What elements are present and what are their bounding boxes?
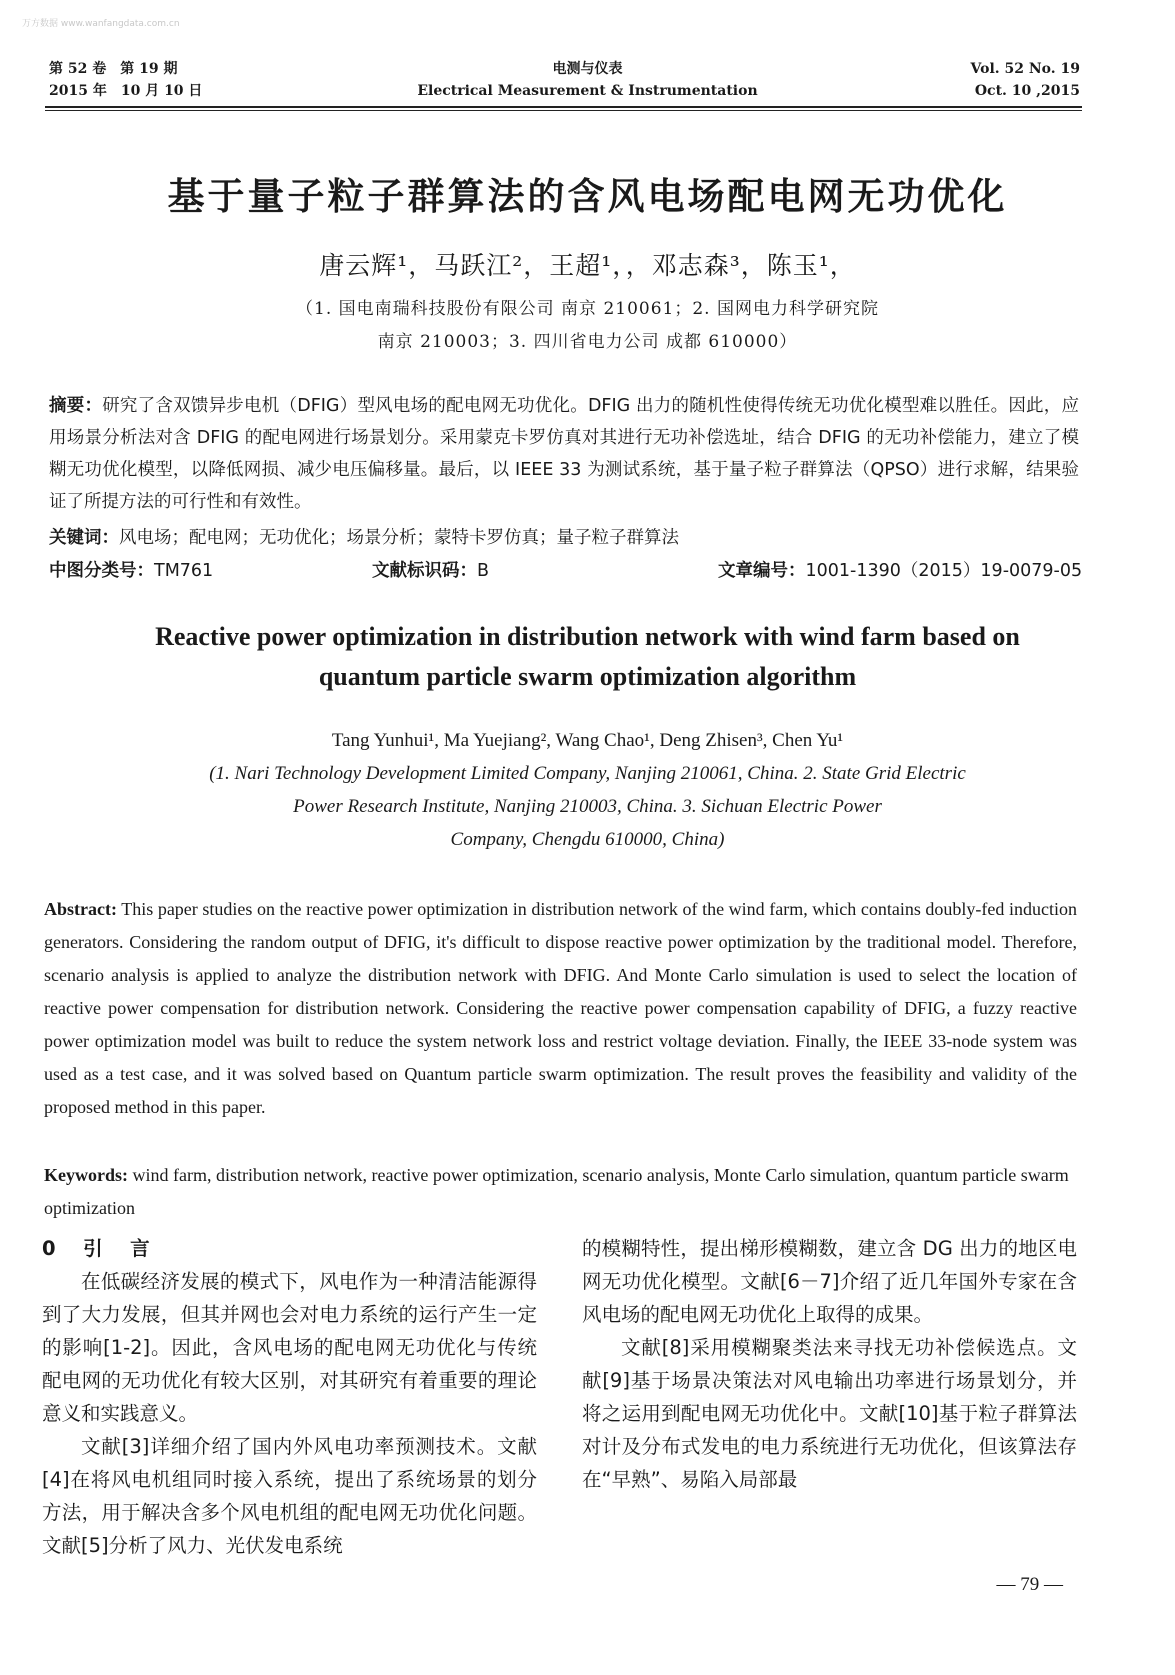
- body-paragraph: 的模糊特性，提出梯形模糊数，建立含 DG 出力的地区电网无功优化模型。文献[6－7]介绍了近几年国外专家在含风电场的配电网无功优化上取得的成果。: [582, 1237, 1077, 1326]
- keywords-en-label: Keywords:: [44, 1165, 128, 1185]
- keywords-en: [44, 1159, 1077, 1225]
- watermark: 万方数据 www.wanfangdata.com.cn: [22, 19, 180, 29]
- abstract-cn: [49, 390, 1079, 518]
- affiliation-cn-line1: （1. 国电南瑞科技股份有限公司 南京 210061；2. 国网电力科学研究院: [296, 299, 879, 319]
- article-number: [718, 556, 1082, 586]
- header-volume: 第 52 卷 第 19 期: [49, 61, 178, 77]
- header-date-en: Oct. 10 ,2015: [974, 83, 1080, 99]
- header-vol-no: Vol. 52 No. 19: [970, 61, 1080, 77]
- paper-title-en-line2: quantum particle swarm optimization algorithm: [318, 662, 857, 691]
- keywords-cn: [49, 522, 1079, 554]
- document-code: [372, 556, 489, 586]
- body-paragraph: 文献[8]采用模糊聚类法来寻找无功补偿候选点。文献[9]基于场景决策法对风电输出功率进行场景划分，并将之运用到配电网无功优化中。文献[10]基于粒子群算法对计及分布式发电的电力系统进行无功优化，但该算法存在“早熟”、易陷入局部最: [582, 1336, 1077, 1491]
- affiliation-en-line3: Company, Chengdu 610000, China): [450, 829, 725, 850]
- page-number: — 79 —: [996, 1574, 1063, 1595]
- abstract-en: [44, 893, 1077, 1124]
- body-column-left: [42, 1232, 537, 1562]
- abstract-cn-text: 研究了含双馈异步电机（DFIG）型风电场的配电网无功优化。DFIG 出力的随机性使得传统无功优化模型难以胜任。因此，应用场景分析法对含 DFIG 的配电网进行场景划分。采用蒙克卡罗仿真对其进行无功补偿选址，结合 DFIG 的无功补偿能力，建立了模糊无功优化模型，以降低网损、减少电压偏移量。最后，以 IEEE 33 为测试系统，基于量子粒子群算法（QPSO）进行求解，结果验证了所提方法的可行性和有效性。: [49, 396, 1080, 512]
- section-heading-introduction: 0 引 言: [42, 1237, 154, 1260]
- body-paragraph: 文献[3]详细介绍了国内外风电功率预测技术。文献[4]在将风电机组同时接入系统，提出了系统场景的划分方法，用于解决含多个风电机组的配电网无功优化问题。文献[5]分析了风力、光伏发电系统: [42, 1435, 537, 1557]
- article-number-label: 文章编号：: [718, 561, 806, 581]
- authors-cn: 唐云辉¹，马跃江²，王超¹，，邓志森³，陈玉¹，: [319, 251, 856, 280]
- keywords-en-text: wind farm, distribution network, reactive power optimization, scenario analysis, Monte Carlo simulation, quantum particle swarm optimization: [44, 1165, 1069, 1218]
- paper-title-cn: 基于量子粒子群算法的含风电场配电网无功优化: [167, 175, 1008, 218]
- abstract-cn-label: 摘要：: [49, 396, 103, 416]
- document-code-value: B: [477, 561, 490, 581]
- paper-title-en-line1: Reactive power optimization in distribution network with wind farm based on: [155, 622, 1020, 651]
- keywords-cn-text: 风电场；配电网；无功优化；场景分析；蒙特卡罗仿真；量子粒子群算法: [119, 528, 679, 548]
- body-column-right: [582, 1232, 1077, 1496]
- affiliation-en-line1: (1. Nari Technology Development Limited Company, Nanjing 210061, China. 2. State Grid Electric: [209, 763, 966, 784]
- header-journal-cn: 电测与仪表: [552, 61, 623, 77]
- abstract-en-text: This paper studies on the reactive power optimization in distribution network of the wind farm, which contains doubly-fed induction generators. Considering the random output of DFIG, it's difficult to dispose reactive power optimization by the traditional model. Therefore, scenario analysis is applied to analyze the distribution network with DFIG. And Monte Carlo simulation is used to select the location of reactive power compensation for distribution network. Considering the reactive power compensation capability of DFIG, a fuzzy reactive power optimization model was built to reduce the system network loss and restrict voltage deviation. Finally, the IEEE 33-node system was used as a test case, and it was solved based on Quantum particle swarm optimization. The result proves the feasibility and validity of the proposed method in this paper.: [44, 899, 1077, 1117]
- abstract-en-label: Abstract:: [44, 899, 117, 919]
- affiliation-cn-line2: 南京 210003；3. 四川省电力公司 成都 610000）: [377, 332, 798, 352]
- document-code-label: 文献标识码：: [372, 561, 477, 581]
- article-number-value: 1001-1390（2015）19-0079-05: [805, 561, 1083, 581]
- header-journal-en: Electrical Measurement & Instrumentation: [417, 83, 758, 99]
- affiliation-en-line2: Power Research Institute, Nanjing 210003, China. 3. Sichuan Electric Power: [293, 796, 882, 817]
- classification-number: [49, 556, 213, 586]
- classification-value: TM761: [154, 561, 214, 581]
- header-date: 2015 年 10 月 10 日: [49, 83, 203, 99]
- body-paragraph: 在低碳经济发展的模式下，风电作为一种清洁能源得到了大力发展，但其并网也会对电力系统的运行产生一定的影响[1-2]。因此，含风电场的配电网无功优化与传统配电网的无功优化有较大区别，对其研究有着重要的理论意义和实践意义。: [42, 1270, 537, 1425]
- header-rule: [45, 106, 1082, 108]
- header-rule-thin: [45, 110, 1082, 111]
- header-volume-en: [971, 58, 1080, 102]
- classification-label: 中图分类号：: [49, 561, 154, 581]
- keywords-cn-label: 关键词：: [49, 528, 119, 548]
- authors-en: Tang Yunhui¹, Ma Yuejiang², Wang Chao¹, Deng Zhisen³, Chen Yu¹: [331, 730, 844, 751]
